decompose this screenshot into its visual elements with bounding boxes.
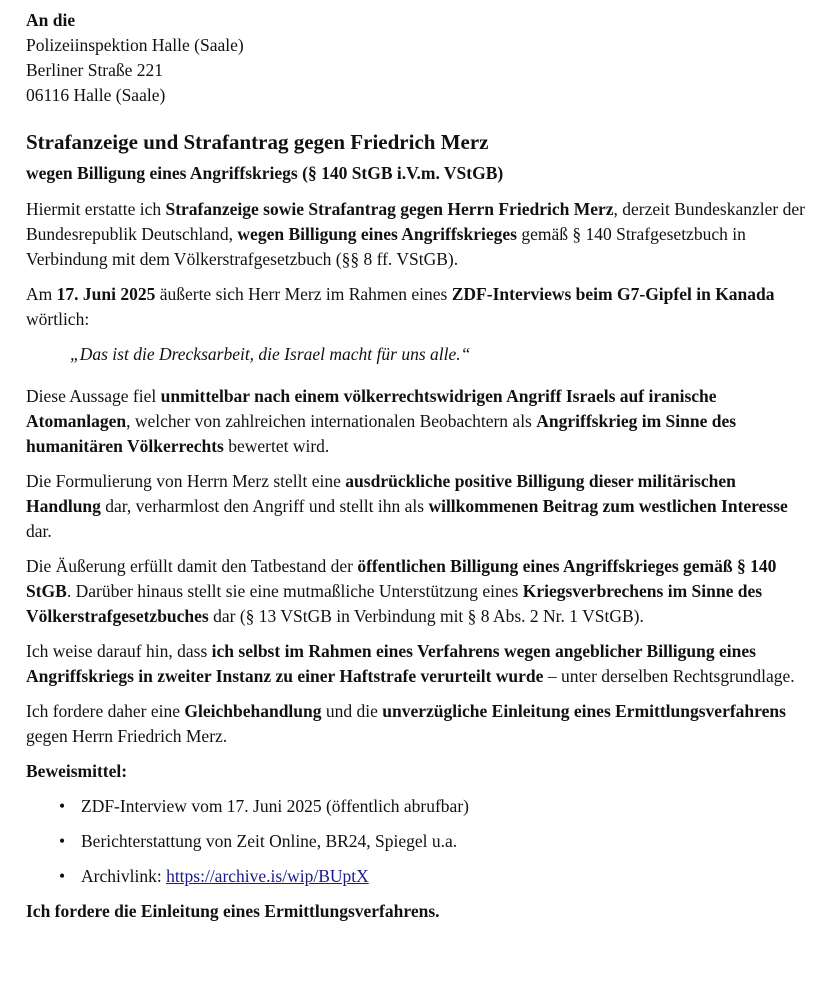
text: Am bbox=[26, 284, 57, 304]
archive-link-label: Archivlink: bbox=[81, 866, 167, 886]
recipient-salutation: An die bbox=[26, 10, 76, 30]
text: und die bbox=[321, 701, 383, 721]
evidence-item-archive bbox=[26, 864, 814, 889]
evidence-item-text: Berichterstattung von Zeit Online, BR24, Spiegel u.a. bbox=[81, 831, 458, 851]
text: Hiermit erstatte ich bbox=[26, 199, 166, 219]
evidence-list bbox=[26, 794, 814, 889]
bold-text: ZDF-Interviews beim G7-Gipfel in Kanada bbox=[451, 284, 775, 304]
bold-text: ausdrückliche positive Billigung dieser militärischen Handlung bbox=[26, 471, 736, 516]
text: – unter derselben Rechtsgrundlage. bbox=[543, 666, 795, 686]
bold-text: Kriegsverbrechens im Sinne des Völkerstrafgesetzbuches bbox=[26, 581, 763, 626]
text: gegen Herrn Friedrich Merz. bbox=[26, 726, 228, 746]
bold-text: unmittelbar nach einem völkerrechtswidrigen Angriff Israels auf iranische Atomanlagen bbox=[26, 386, 717, 431]
paragraph-statement-context bbox=[26, 282, 814, 332]
text: bewertet wird. bbox=[223, 436, 330, 456]
text: Ich fordere daher eine bbox=[26, 701, 185, 721]
document-subtitle: wegen Billigung eines Angriffskriegs (§ 140 StGB i.V.m. VStGB) bbox=[26, 163, 504, 183]
recipient-line-2: Berliner Straße 221 bbox=[26, 60, 164, 80]
text: äußerte sich Herr Merz im Rahmen eines bbox=[155, 284, 452, 304]
document-title: Strafanzeige und Strafantrag gegen Friedrich Merz bbox=[26, 130, 489, 154]
evidence-item bbox=[26, 794, 814, 819]
closing-statement: Ich fordere die Einleitung eines Ermittlungsverfahrens. bbox=[26, 901, 440, 921]
bold-text: Angriffskrieg im Sinne des humanitären Völkerrechts bbox=[26, 411, 737, 456]
text: Diese Aussage fiel bbox=[26, 386, 161, 406]
text: , derzeit Bundeskanzler der Bundesrepublik Deutschland, bbox=[26, 199, 805, 244]
bullet-icon: • bbox=[59, 796, 66, 816]
bold-text: unverzügliche Einleitung eines Ermittlungsverfahrens bbox=[382, 701, 786, 721]
text: wörtlich: bbox=[26, 309, 90, 329]
bold-text: öffentlichen Billigung eines Angriffskrieges gemäß § 140 StGB bbox=[26, 556, 777, 601]
bold-text: willkommenen Beitrag zum westlichen Interesse bbox=[428, 496, 788, 516]
paragraph-offense bbox=[26, 554, 814, 629]
text: dar (§ 13 VStGB in Verbindung mit § 8 Abs. 2 Nr. 1 VStGB). bbox=[208, 606, 644, 626]
paragraph-approval bbox=[26, 469, 814, 544]
evidence-item bbox=[26, 829, 814, 854]
text: Die Äußerung erfüllt damit den Tatbestand der bbox=[26, 556, 358, 576]
bullet-icon: • bbox=[59, 866, 66, 886]
recipient-line-3: 06116 Halle (Saale) bbox=[26, 85, 166, 105]
text: dar, verharmlost den Angriff und stellt ihn als bbox=[100, 496, 429, 516]
evidence-item-text: ZDF-Interview vom 17. Juni 2025 (öffentlich abrufbar) bbox=[81, 796, 469, 816]
text: Ich weise darauf hin, dass bbox=[26, 641, 212, 661]
bold-text: Gleichbehandlung bbox=[184, 701, 322, 721]
text: dar. bbox=[26, 521, 52, 541]
archive-link[interactable]: https://archive.is/wip/BUptX bbox=[166, 866, 369, 886]
text: . Darüber hinaus stellt sie eine mutmaßliche Unterstützung eines bbox=[66, 581, 523, 601]
quote: „Das ist die Drecksarbeit, die Israel macht für uns alle.“ bbox=[70, 344, 471, 364]
paragraph-attack-context bbox=[26, 384, 814, 459]
recipient-address bbox=[26, 8, 814, 108]
bold-text: ich selbst im Rahmen eines Verfahrens wegen angeblicher Billigung eines Angriffskriegs in zweiter Instanz zu einer Haftstrafe verurteilt wurde bbox=[26, 641, 756, 686]
text: , welcher von zahlreichen internationalen Beobachtern als bbox=[126, 411, 537, 431]
bullet-icon: • bbox=[59, 831, 66, 851]
evidence-label: Beweismittel: bbox=[26, 761, 128, 781]
bold-text: 17. Juni 2025 bbox=[56, 284, 156, 304]
paragraph-own-conviction bbox=[26, 639, 814, 689]
recipient-line-1: Polizeiinspektion Halle (Saale) bbox=[26, 35, 244, 55]
bold-text: Strafanzeige sowie Strafantrag gegen Herrn Friedrich Merz bbox=[165, 199, 614, 219]
bold-text: wegen Billigung eines Angriffskrieges bbox=[237, 224, 517, 244]
text: Die Formulierung von Herrn Merz stellt eine bbox=[26, 471, 346, 491]
paragraph-intro bbox=[26, 197, 814, 272]
paragraph-demand bbox=[26, 699, 814, 749]
text: gemäß § 140 Strafgesetzbuch in Verbindung mit dem Völkerstrafgesetzbuch (§§ 8 ff. VStGB). bbox=[26, 224, 746, 269]
